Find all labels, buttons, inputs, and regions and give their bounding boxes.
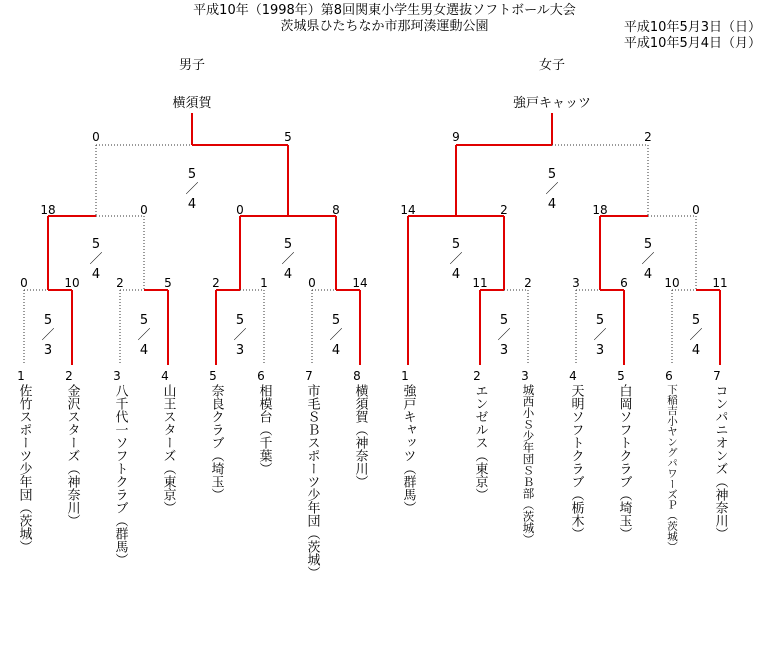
girls-semi1-left-score: 14	[400, 203, 416, 217]
boys-team-name: 金沢スターズ（神奈川）	[64, 384, 80, 527]
girls-team-seed: 2	[473, 369, 481, 383]
boys-r1d-right-score: 14	[352, 276, 368, 290]
tournament-title: 平成10年（1998年）第8回関東小学生男女選抜ソフトボール大会	[193, 3, 576, 18]
boys-r1a-left-score: 0	[20, 276, 28, 290]
boys-final-date: 5 ／ 4	[185, 167, 199, 212]
boys-team-seed: 3	[113, 369, 121, 383]
boys-team-seed: 7	[305, 369, 313, 383]
boys-r1a-right-score: 10	[64, 276, 80, 290]
boys-semi1-left-score: 18	[40, 203, 56, 217]
boys-division-label: 男子	[178, 58, 206, 73]
boys-team-name: 横須賀（神奈川）	[352, 384, 368, 488]
girls-semi1-date: 5 ／ 4	[449, 237, 463, 282]
date-day2: 平成10年5月4日（月）	[623, 36, 761, 51]
boys-team-seed: 4	[161, 369, 169, 383]
girls-team-name: 強戸キャッツ（群馬）	[400, 384, 416, 514]
girls-team-seed: 3	[521, 369, 529, 383]
boys-team-name: 市毛ＳＢスポーツ少年団（茨城）	[304, 384, 320, 579]
girls-semi2-left-score: 18	[592, 203, 608, 217]
boys-team-seed: 2	[65, 369, 73, 383]
boys-r1b-right-score: 5	[164, 276, 172, 290]
boys-champion: 横須賀	[172, 96, 212, 111]
boys-semi2-left-score: 0	[236, 203, 244, 217]
boys-r1b-left-score: 2	[116, 276, 124, 290]
boys-team-name: 相模台（千葉）	[256, 384, 272, 475]
boys-semi2-right-score: 8	[332, 203, 340, 217]
boys-semi2-date: 5 ／ 4	[281, 237, 295, 282]
girls-r1c-left-score: 10	[664, 276, 680, 290]
girls-team-seed: 6	[665, 369, 673, 383]
girls-r1a-left-score: 11	[472, 276, 488, 290]
boys-team-seed: 8	[353, 369, 361, 383]
boys-r1c-right-score: 1	[260, 276, 268, 290]
girls-semi1-right-score: 2	[500, 203, 508, 217]
venue: 茨城県ひたちなか市那珂湊運動公園	[280, 19, 489, 34]
boys-semi1-right-score: 0	[140, 203, 148, 217]
boys-r1d-date: 5 ／ 4	[329, 313, 343, 358]
girls-team-name: 白岡ソフトクラブ（埼玉）	[616, 384, 632, 540]
girls-champion: 強戸キャッツ	[512, 96, 592, 111]
girls-r1a-date: 5 ／ 3	[497, 313, 511, 358]
girls-semi2-date: 5 ／ 4	[641, 237, 655, 282]
boys-r1c-date: 5 ／ 3	[233, 313, 247, 358]
girls-r1c-date: 5 ／ 4	[689, 313, 703, 358]
boys-r1a-date: 5 ／ 3	[41, 313, 55, 358]
boys-team-seed: 1	[17, 369, 25, 383]
girls-division-label: 女子	[538, 58, 566, 73]
boys-team-seed: 5	[209, 369, 217, 383]
boys-r1b-date: 5 ／ 4	[137, 313, 151, 358]
girls-team-seed: 1	[401, 369, 409, 383]
boys-team-name: 奈良クラブ（埼玉）	[208, 384, 224, 501]
boys-final-right-score: 5	[284, 130, 292, 144]
girls-final-date: 5 ／ 4	[545, 167, 559, 212]
boys-r1c-left-score: 2	[212, 276, 220, 290]
boys-team-seed: 6	[257, 369, 265, 383]
girls-r1a-right-score: 2	[524, 276, 532, 290]
girls-team-name: 下稲吉小ヤングパワーズＰ（茨城）	[666, 384, 678, 552]
girls-final-left-score: 9	[452, 130, 460, 144]
boys-team-name: 佐竹スポーツ少年団（茨城）	[16, 384, 32, 553]
girls-team-seed: 5	[617, 369, 625, 383]
boys-team-name: 八千代一ソフトクラブ（群馬）	[112, 384, 128, 566]
girls-team-name: 城西小Ｓ少年団ＳＢ部（茨城）	[521, 384, 536, 545]
girls-r1b-right-score: 6	[620, 276, 628, 290]
boys-final-left-score: 0	[92, 130, 100, 144]
girls-r1b-date: 5 ／ 3	[593, 313, 607, 358]
girls-team-name: コンパニオンズ（神奈川）	[712, 384, 728, 540]
girls-semi2-right-score: 0	[692, 203, 700, 217]
girls-team-name: エンゼルス（東京）	[472, 384, 488, 501]
boys-team-name: 山王スターズ（東京）	[160, 384, 176, 514]
girls-team-seed: 4	[569, 369, 577, 383]
girls-r1c-right-score: 11	[712, 276, 728, 290]
girls-team-name: 天明ソフトクラブ（栃木）	[568, 384, 584, 540]
girls-team-seed: 7	[713, 369, 721, 383]
girls-final-right-score: 2	[644, 130, 652, 144]
date-day1: 平成10年5月3日（日）	[623, 20, 761, 35]
girls-r1b-left-score: 3	[572, 276, 580, 290]
boys-r1d-left-score: 0	[308, 276, 316, 290]
boys-semi1-date: 5 ／ 4	[89, 237, 103, 282]
